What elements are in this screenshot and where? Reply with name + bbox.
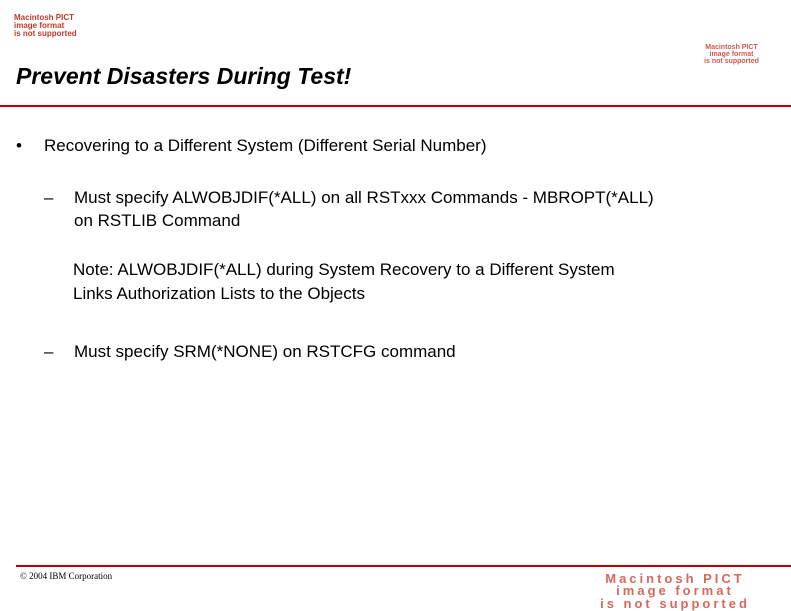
placeholder-line: image format xyxy=(14,21,65,30)
pict-placeholder-bottom-right xyxy=(575,571,775,611)
bullet-text: Recovering to a Different System (Different Serial Number) xyxy=(44,136,487,155)
footer-divider xyxy=(16,565,791,567)
placeholder-line: Macintosh PICT xyxy=(705,44,758,51)
placeholder-line: image format xyxy=(616,583,734,599)
placeholder-line: is not supported xyxy=(600,595,750,611)
sub-bullet-dash-icon: – xyxy=(44,188,54,207)
sub-bullet-1-line-1: Must specify ALWOBJDIF(*ALL) on all RSTxxx Commands - MBROPT(*ALL) xyxy=(74,188,654,207)
slide-title: Prevent Disasters During Test! xyxy=(16,63,352,89)
placeholder-line: Macintosh PICT xyxy=(14,13,75,22)
pict-placeholder-top-left xyxy=(14,14,100,38)
bullet-icon: • xyxy=(16,136,22,155)
placeholder-line: Macintosh PICT xyxy=(605,571,745,586)
title-divider xyxy=(0,105,791,107)
sub-bullet-dash-icon: – xyxy=(44,342,54,361)
placeholder-line: is not supported xyxy=(704,58,759,65)
placeholder-line: image format xyxy=(709,51,754,58)
note-line-1: Note: ALWOBJDIF(*ALL) during System Recovery to a Different System xyxy=(73,260,615,279)
sub-bullet-2: Must specify SRM(*NONE) on RSTCFG command xyxy=(74,342,456,361)
placeholder-line: is not supported xyxy=(14,29,77,38)
sub-bullet-1-line-2: on RSTLIB Command xyxy=(74,211,241,230)
note-line-2: Links Authorization Lists to the Objects xyxy=(73,284,365,303)
footer-copyright: © 2004 IBM Corporation xyxy=(20,571,113,581)
pict-placeholder-top-right xyxy=(686,44,777,65)
